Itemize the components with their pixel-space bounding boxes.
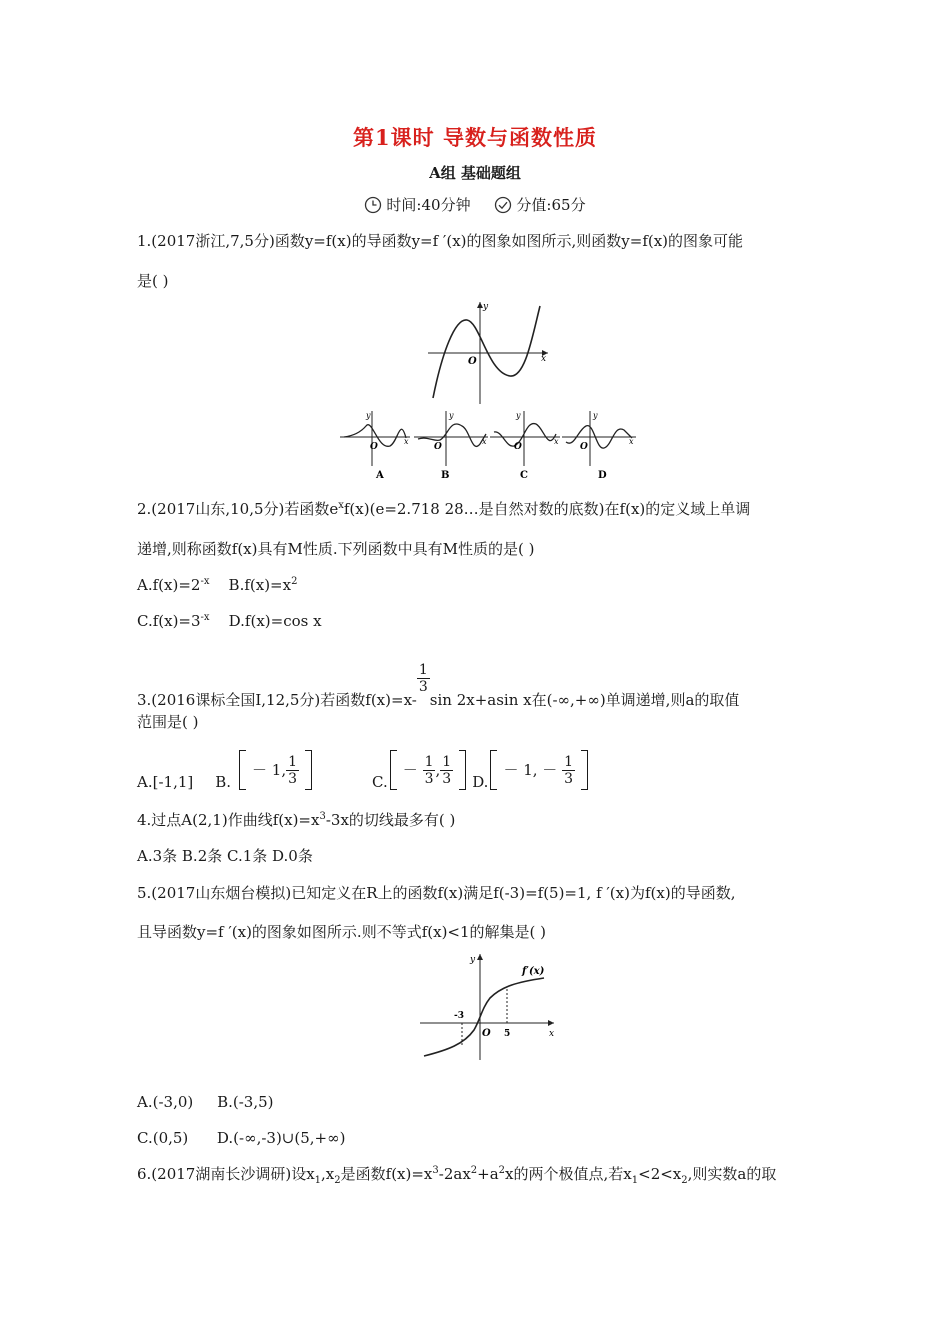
q6-line1: 6.(2017湖南长沙调研)设$x_1,x_2$是函数$f(x)=x^3-2ax^2+a^2x$的两个极值点,若$x_1<2<x_2$,则实数a的取	[137, 1165, 777, 1186]
q5-line2: 且导函数y=f ′(x)的图象如图所示.则不等式f(x)<1的解集是( )	[137, 923, 547, 941]
svg-text:x: x	[482, 437, 487, 446]
svg-text:x: x	[554, 437, 559, 446]
q1-origin-label: O	[468, 356, 477, 367]
q5-x-label: x	[549, 1029, 555, 1039]
q2-options-ab	[137, 575, 297, 595]
q2-line2: 递增,则称函数f(x)具有M性质.下列函数中具有M性质的是( )	[137, 540, 535, 558]
q2-option-d: D.f(x)=cos x	[228, 612, 322, 630]
q3-line1: 3.(2016课标全国Ⅰ,12,5分)若函数f(x)=x- $\frac{1}{3}$ sin 2x+asin x在(-∞,+∞)单调递增,则a的取值	[137, 662, 740, 709]
q2-options-cd	[137, 611, 322, 631]
svg-text:O: O	[370, 442, 378, 452]
q5-tick-5: 5	[504, 1029, 511, 1039]
q1-line2: 是( )	[137, 272, 169, 290]
svg-text:x: x	[629, 437, 634, 446]
q2-line1: 2.(2017山东,10,5分)若函数$e^xf(x)(e=2.718$ 28…是自然对数的底数)在f(x)的定义域上单调	[137, 500, 751, 518]
q3-line2: 范围是( )	[137, 713, 199, 731]
svg-text:O: O	[514, 442, 522, 452]
q1-line1: 1.(2017浙江,7,5分)函数y=f(x)的导函数y=f ′(x)的图象如图所示,则函数y=f(x)的图象可能	[137, 232, 744, 250]
svg-text:y: y	[516, 411, 521, 420]
time-limit: 时间:40分钟	[386, 196, 471, 214]
q5-y-label: y	[470, 955, 476, 965]
q2-option-b: $B.f(x)=x^2$	[228, 576, 298, 594]
q2-option-c: $C.f(x)=3^{-x}$	[137, 612, 210, 630]
q3-option-c: － $\frac{1}{3}$ , $\frac{1}{3}$	[390, 750, 466, 790]
q5-option-d: D.(-∞,-3)∪(5,+∞)	[216, 1129, 346, 1147]
q3-option-b-label: B.	[215, 773, 232, 791]
q5-derivative-graph	[418, 950, 560, 1062]
q3-option-c-label: C.	[372, 773, 388, 791]
q5-curve-label: f′(x)	[522, 966, 545, 977]
q2-option-a: $A.f(x)=2^{-x}$	[137, 576, 210, 594]
q4-options: A.3条 B.2条 C.1条 D.0条	[137, 847, 313, 865]
q3-option-d: － 1, － $\frac{1}{3}$	[490, 750, 588, 790]
meta-info	[0, 194, 950, 218]
group-heading: A组 基础题组	[429, 164, 521, 182]
q1-x-label: x	[541, 354, 547, 364]
q3-options	[137, 748, 588, 792]
q5-tick-neg3: -3	[454, 1011, 464, 1021]
page-title: 第1课时 导数与函数性质	[353, 125, 597, 150]
q3-option-a: A.[-1,1]	[137, 773, 194, 791]
svg-text:x: x	[404, 437, 409, 446]
q5-options-ab	[137, 1092, 274, 1112]
check-circle-icon	[494, 196, 512, 218]
q1-options-graphs	[338, 408, 638, 483]
total-score: 分值:65分	[516, 196, 586, 214]
svg-text:y: y	[366, 411, 371, 420]
svg-text:y: y	[593, 411, 598, 420]
q1-option-d: D	[598, 470, 607, 481]
svg-text:O: O	[434, 442, 442, 452]
q1-option-b: B	[441, 470, 450, 481]
q1-derivative-graph	[420, 298, 555, 408]
clock-icon	[364, 196, 382, 218]
q5-line1: 5.(2017山东烟台模拟)已知定义在R上的函数f(x)满足f(-3)=f(5)=1, f ′(x)为f(x)的导函数,	[137, 884, 736, 902]
q4-line1: 4.过点A(2,1)作曲线$f(x)=x^3-3x$的切线最多有( )	[137, 811, 456, 829]
q1-option-a: A	[376, 470, 384, 481]
q3-option-d-label: D.	[472, 773, 489, 791]
q5-option-a: A.(-3,0)	[137, 1093, 194, 1111]
q5-option-c: C.(0,5)	[137, 1129, 189, 1147]
q5-options-cd	[137, 1128, 345, 1148]
svg-text:O: O	[580, 442, 588, 452]
svg-text:y: y	[449, 411, 454, 420]
q3-option-b: － 1, $\frac{1}{3}$	[239, 750, 312, 790]
q1-option-c: C	[520, 470, 528, 481]
q5-origin-label: O	[482, 1028, 491, 1039]
q5-option-b: B.(-3,5)	[217, 1093, 274, 1111]
q1-y-label: y	[483, 302, 489, 312]
